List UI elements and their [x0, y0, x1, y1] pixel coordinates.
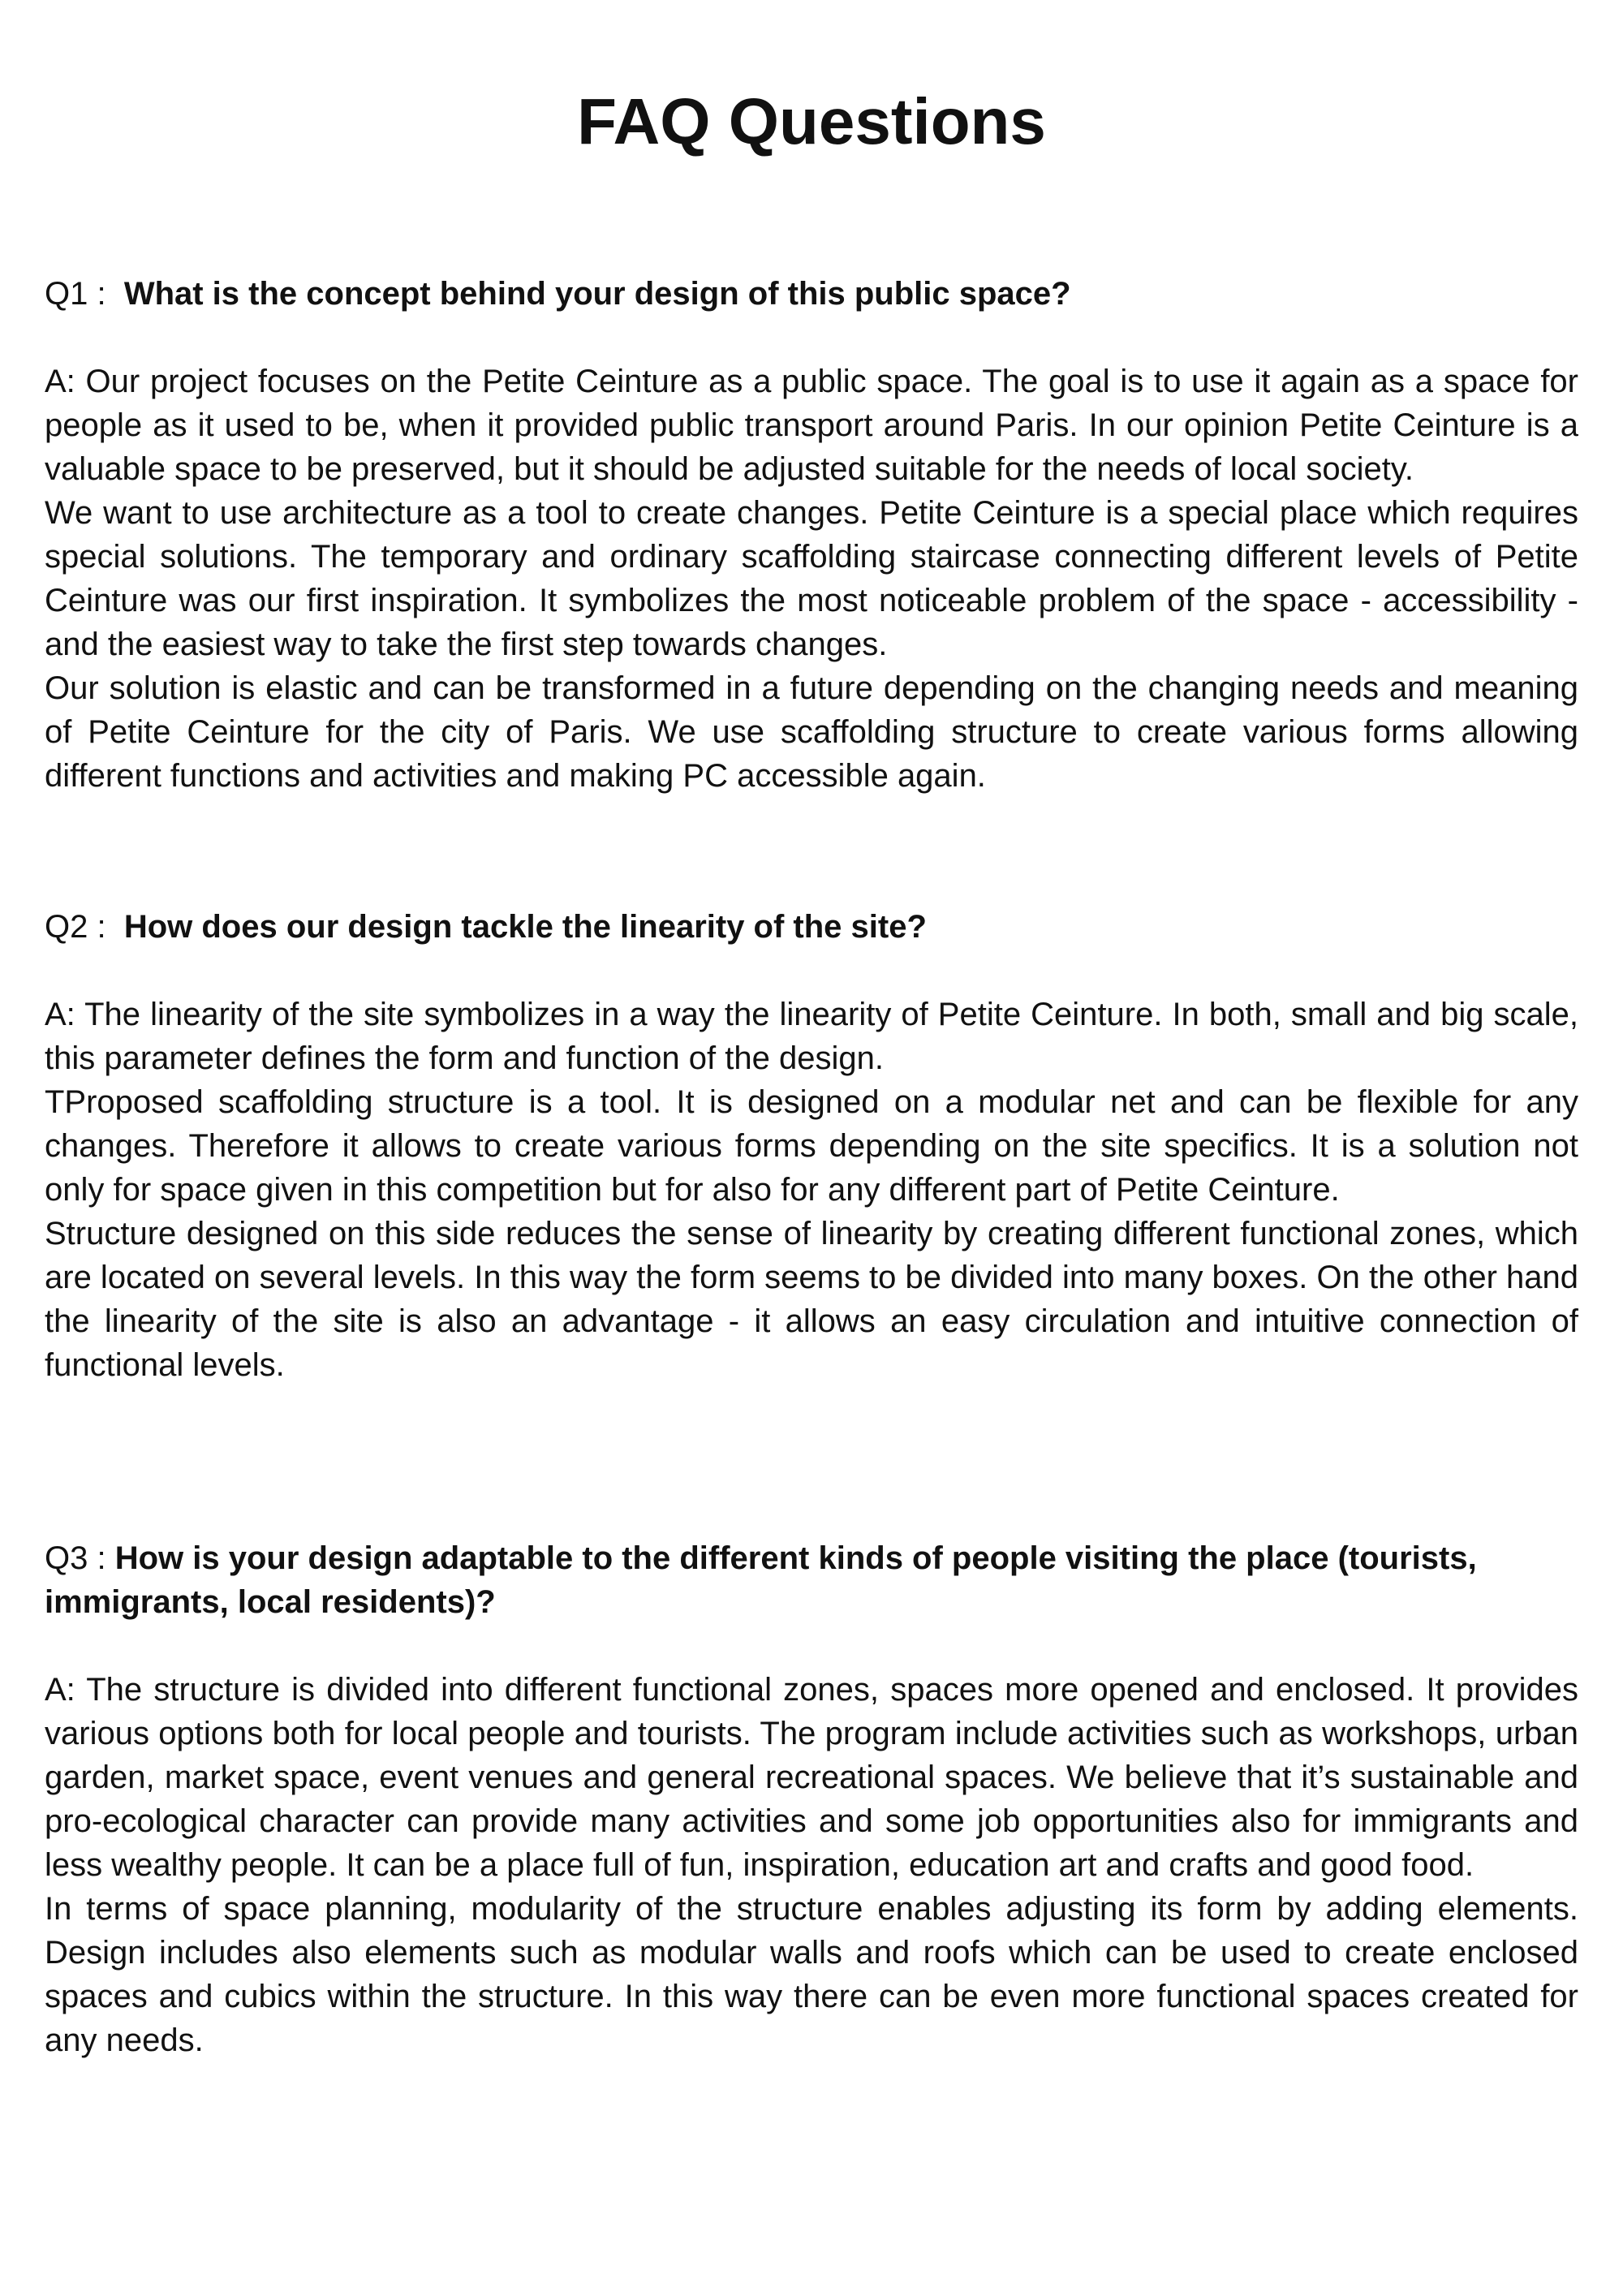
page-title: FAQ Questions — [577, 85, 1046, 157]
faq-item-2 — [45, 905, 1578, 1387]
answer-paragraph: A: The structure is divided into different functional zones, spaces more opened and enclosed. It provides various options both for local people and tourists. The program include activities such as workshops, urban garden, market space, event venues and general recreational spaces. We believe that it’s sustainable and pro-ecological character can provide many activities and some job opportunities also for immigrants and less wealthy people. It can be a place full of fun, inspiration, education art and crafts and good food. — [45, 1672, 1578, 1883]
question-text: How is your design adaptable to the different kinds of people visiting the place (tourists, immigrants, local residents)? — [45, 1540, 1477, 1620]
faq-answer-1 — [45, 360, 1578, 798]
faq-question-2 — [45, 905, 1578, 949]
answer-paragraph: We want to use architecture as a tool to create changes. Petite Ceinture is a special place which requires special solutions. The temporary and ordinary scaffolding staircase connecting different levels of Petite Ceinture was our first inspiration. It symbolizes the most noticeable problem of the space - accessibility - and the easiest way to take the first step towards changes. — [45, 495, 1578, 662]
faq-answer-3 — [45, 1668, 1578, 2062]
question-prefix: Q3 : — [45, 1540, 115, 1576]
question-text: How does our design tackle the linearity of the site? — [123, 909, 927, 945]
faq-question-1 — [45, 272, 1578, 316]
question-prefix: Q2 : — [45, 909, 124, 945]
faq-item-1 — [45, 272, 1578, 798]
answer-paragraph: TProposed scaffolding structure is a tool. It is designed on a modular net and can be flexible for any changes. Therefore it allows to create various forms depending on the site specifics. It is a solution not only for space given in this competition but for also for any different part of Petite Ceinture. — [45, 1084, 1578, 1208]
faq-question-3 — [45, 1536, 1578, 1624]
answer-paragraph: Structure designed on this side reduces the sense of linearity by creating different functional zones, which are located on several levels. In this way the form seems to be divided into many boxes. On the other hand the linearity of the site is also an advantage - it allows an easy circulation and intuitive connection of functional levels. — [45, 1216, 1578, 1383]
faq-item-3 — [45, 1536, 1578, 2062]
answer-paragraph: Our solution is elastic and can be transformed in a future depending on the changing needs and meaning of Petite Ceinture for the city of Paris. We use scaffolding structure to create various forms allowing different functions and activities and making PC accessible again. — [45, 670, 1578, 794]
question-prefix: Q1 : — [45, 276, 124, 312]
answer-paragraph: A: The linearity of the site symbolizes in a way the linearity of Petite Ceinture. In both, small and big scale, this parameter defines the form and function of the design. — [45, 997, 1578, 1076]
answer-paragraph: In terms of space planning, modularity of the structure enables adjusting its form by adding elements. Design includes also elements such as modular walls and roofs which can be used to create enclosed spaces and cubics within the structure. In this way there can be even more functional spaces created for any needs. — [45, 1891, 1578, 2058]
question-text: What is the concept behind your design of this public space? — [123, 276, 1071, 312]
answer-paragraph: A: Our project focuses on the Petite Ceinture as a public space. The goal is to use it again as a space for people as it used to be, when it provided public transport around Paris. In our opinion Petite Ceinture is a valuable space to be preserved, but it should be adjusted suitable for the needs of local society. — [45, 364, 1578, 487]
faq-answer-2 — [45, 993, 1578, 1387]
